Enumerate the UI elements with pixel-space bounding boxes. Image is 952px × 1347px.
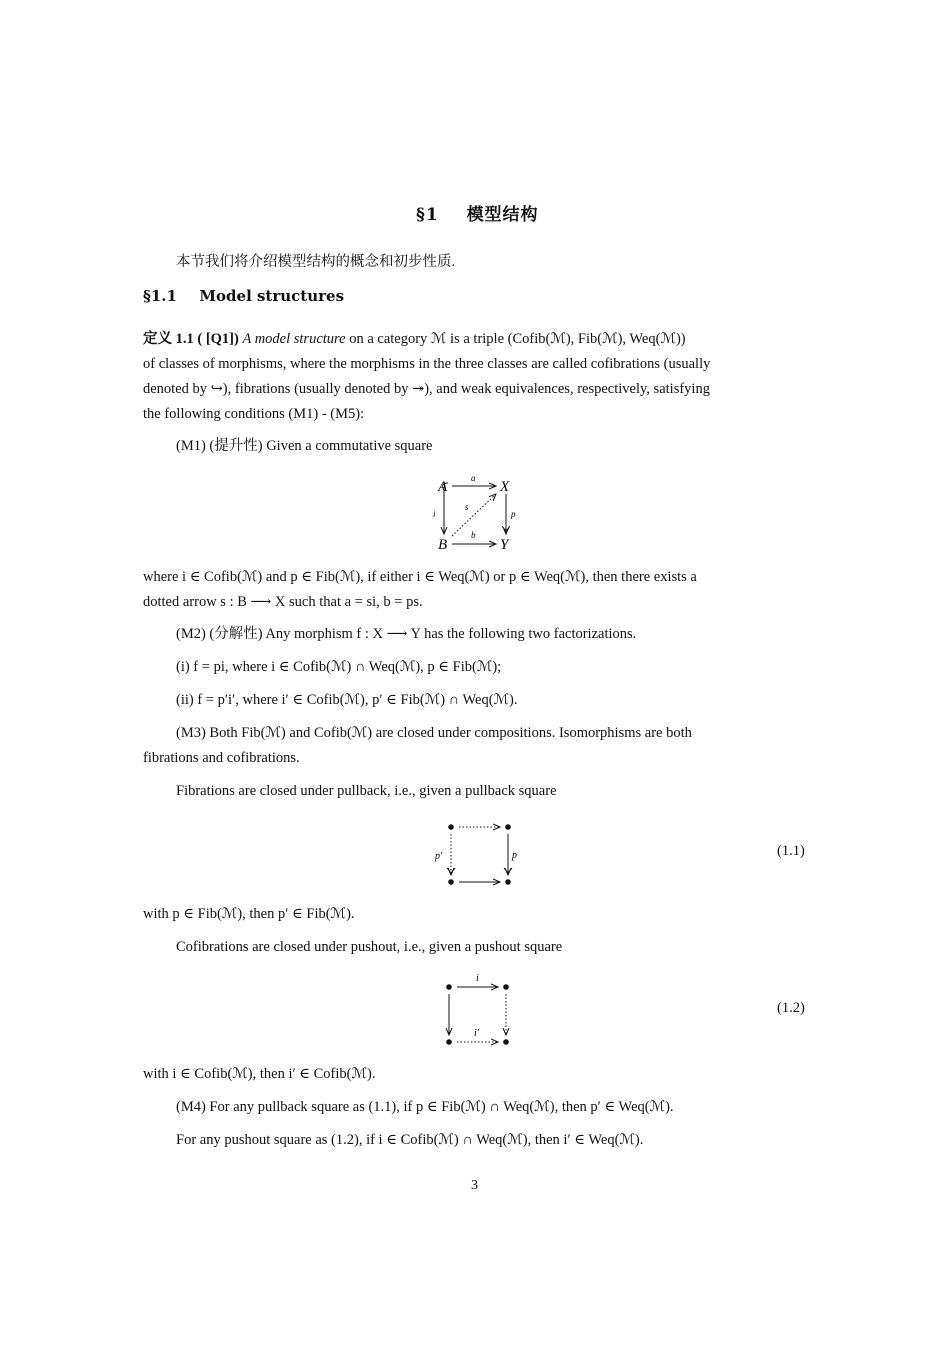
node-bottom-right — [503, 1039, 509, 1045]
label-s: s — [465, 502, 469, 512]
section-number: §1 — [416, 205, 439, 225]
label-p: p — [511, 509, 516, 519]
label-i: i — [433, 509, 436, 519]
subsection-heading — [143, 287, 344, 305]
label-b: b — [471, 530, 476, 540]
definition-label: 定义 1.1 — [143, 331, 194, 347]
node-top-right — [503, 984, 509, 990]
definition-ref: ( [Q1]) — [197, 331, 239, 347]
equation-number-1-2: (1.2) — [777, 1000, 805, 1016]
definition-line-1 — [143, 327, 813, 352]
label-p: p — [512, 850, 517, 861]
definition-line-4: the following conditions (M1) - (M5): — [143, 406, 365, 422]
section-heading — [416, 200, 539, 225]
definition-line-3: denoted by ↪), fibrations (usually denoted by ↠), and weak equivalences, respectively, satisfying — [143, 381, 710, 397]
pullback-intro: Fibrations are closed under pullback, i.e., given a pullback square — [176, 783, 557, 799]
lifting-square-diagram — [420, 470, 530, 555]
m4-line-1: (M4) For any pullback square as (1.1), if p ∈ Fib(ℳ) ∩ Weq(ℳ), then p′ ∈ Weq(ℳ). — [176, 1099, 674, 1115]
m2-factorization-i: (i) f = pi, where i ∈ Cofib(ℳ) ∩ Weq(ℳ), p ∈ Fib(ℳ); — [176, 659, 502, 675]
node-bottom-left — [446, 1039, 452, 1045]
label-i: i — [476, 973, 479, 984]
pushout-after: with i ∈ Cofib(ℳ), then i′ ∈ Cofib(ℳ). — [143, 1066, 376, 1082]
definition-term: A model structure — [242, 331, 346, 347]
subsection-title: Model structures — [199, 287, 345, 305]
subsection-number: §1.1 — [143, 287, 177, 305]
m1-after-line-1: where i ∈ Cofib(ℳ) and p ∈ Fib(ℳ), if either i ∈ Weq(ℳ) or p ∈ Weq(ℳ), then there exists a — [143, 569, 697, 585]
node-B: B — [438, 537, 448, 553]
page-number: 3 — [471, 1178, 478, 1193]
intro-paragraph: 本节我们将介绍模型结构的概念和初步性质. — [176, 254, 456, 270]
m2-factorization-ii: (ii) f = p′i′, where i′ ∈ Cofib(ℳ), p′ ∈ Fib(ℳ) ∩ Weq(ℳ). — [176, 692, 518, 708]
definition-line1-rest: on a category ℳ is a triple (Cofib(ℳ), Fib(ℳ), Weq(ℳ)) — [349, 331, 686, 347]
node-top-left — [446, 984, 452, 990]
m2-intro: (M2) (分解性) Any morphism f : X ⟶ Y has the following two factorizations. — [176, 626, 637, 642]
definition-line-2: of classes of morphisms, where the morphisms in the three classes are called cofibrations (usually — [143, 356, 711, 372]
m3-line-1: (M3) Both Fib(ℳ) and Cofib(ℳ) are closed under compositions. Isomorphisms are both — [176, 725, 692, 741]
node-Y: Y — [500, 537, 509, 553]
node-bottom-right — [505, 879, 511, 885]
node-bottom-left — [448, 879, 454, 885]
pullback-square-diagram — [428, 818, 528, 892]
label-p-prime: p′ — [435, 851, 443, 862]
pushout-intro: Cofibrations are closed under pushout, i.e., given a pushout square — [176, 939, 563, 955]
node-X: X — [500, 479, 510, 495]
node-top-right — [505, 824, 511, 830]
m1-after-line-2: dotted arrow s : B ⟶ X such that a = si, b = ps. — [143, 594, 423, 610]
node-A: A — [438, 479, 448, 495]
m3-line-2: fibrations and cofibrations. — [143, 750, 300, 766]
equation-number-1-1: (1.1) — [777, 843, 805, 859]
m1-intro: (M1) (提升性) Given a commutative square — [176, 438, 433, 454]
pushout-square-diagram — [428, 972, 528, 1048]
m4-line-2: For any pushout square as (1.2), if i ∈ Cofib(ℳ) ∩ Weq(ℳ), then i′ ∈ Weq(ℳ). — [176, 1132, 644, 1148]
section-title: 模型结构 — [466, 205, 539, 225]
label-i-prime: i′ — [474, 1028, 479, 1039]
label-a: a — [471, 473, 476, 483]
pullback-after: with p ∈ Fib(ℳ), then p′ ∈ Fib(ℳ). — [143, 906, 355, 922]
node-top-left — [448, 824, 454, 830]
